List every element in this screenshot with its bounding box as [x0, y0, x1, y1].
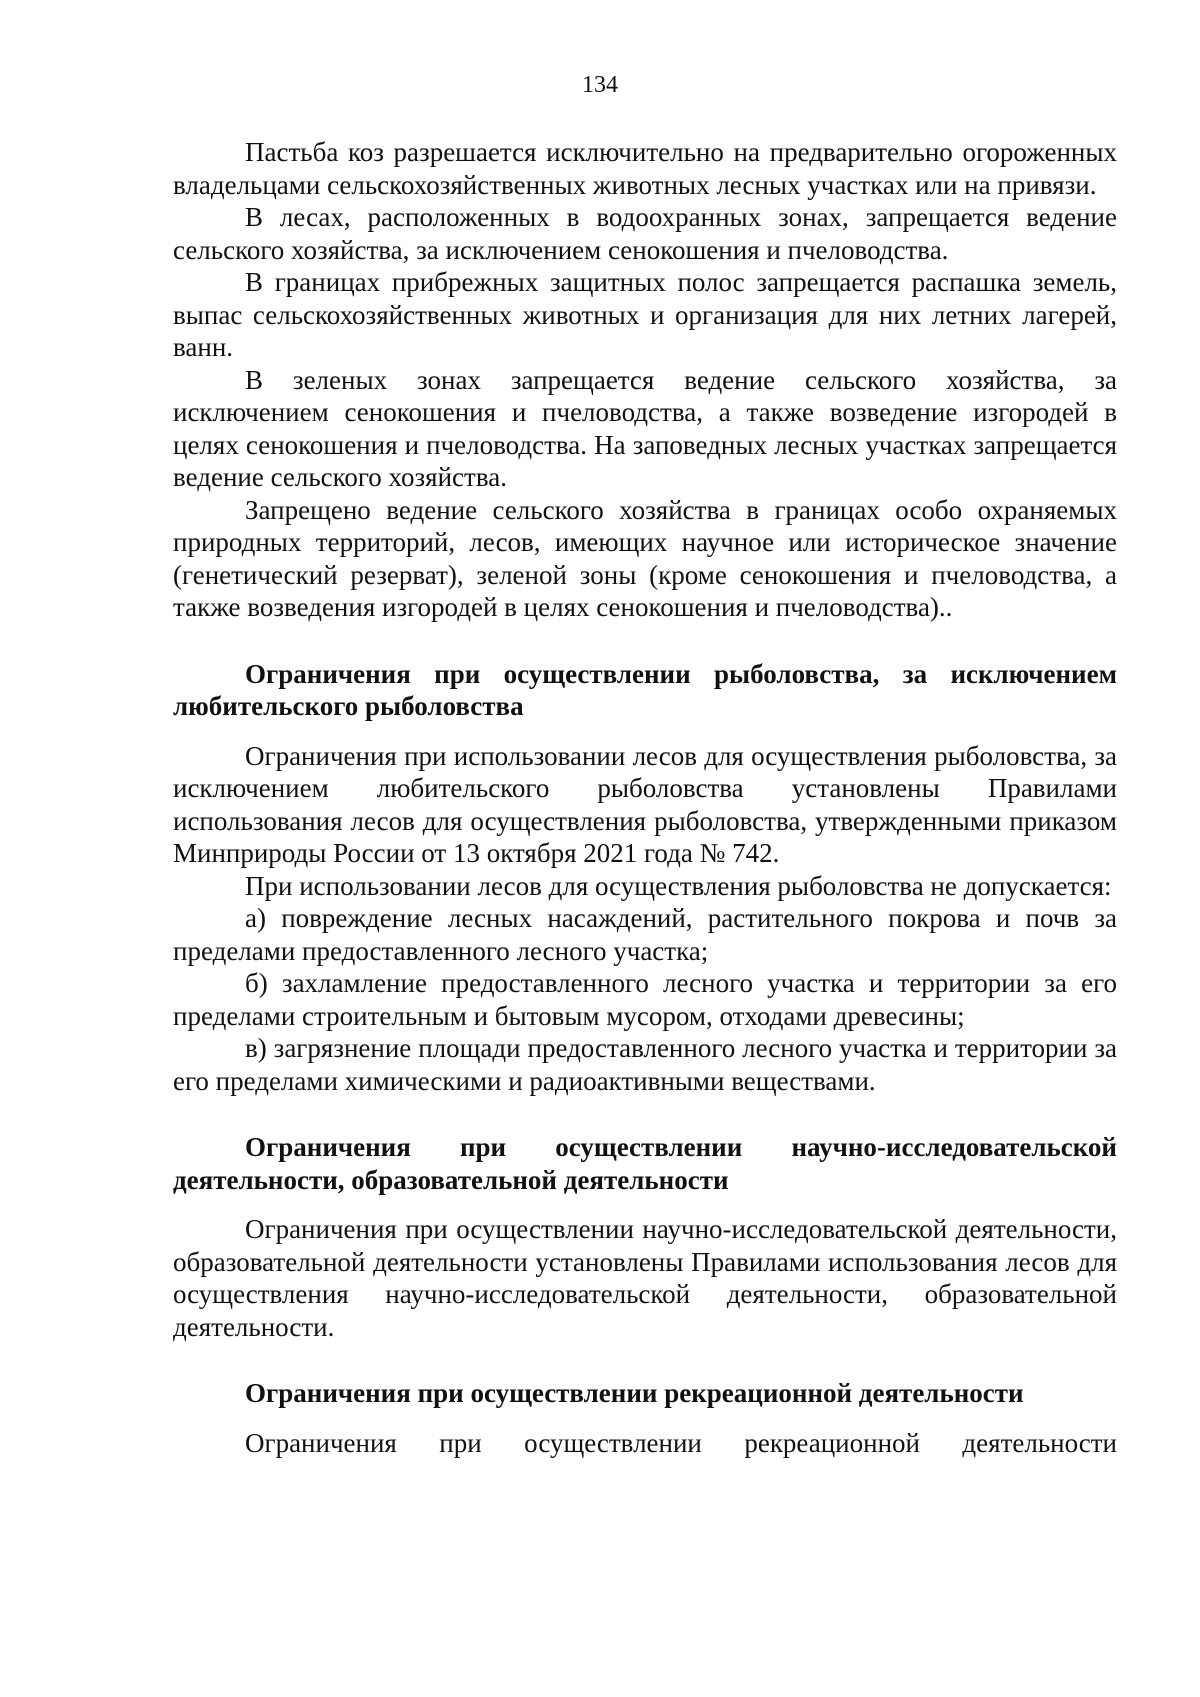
heading-recreation-restrictions: Ограничения при осуществлении рекреационной деятельности	[245, 1378, 1024, 1408]
list-item-a: а) повреждение лесных насаждений, растительного покрова и почв за пределами предоставленного лесного участка;	[173, 903, 1117, 966]
list-item-b: б) захламление предоставленного лесного участка и территории за его пределами строительным и бытовым мусором, отходами древесины;	[173, 968, 1117, 1031]
paragraph-coastal-protective-strips: В границах прибрежных защитных полос запрещается распашка земель, выпас сельскохозяйственных животных и организация для них летних лагерей, ванн.	[173, 267, 1117, 362]
paragraph-research-rules: Ограничения при осуществлении научно-исследовательской деятельности, образовательной деятельности установлены Правилами использования лесов для осуществления научно-исследовательской деятельности, образовательной деятельности.	[173, 1214, 1117, 1342]
paragraph-recreation-rules: Ограничения при осуществлении рекреационной деятельности	[245, 1427, 1117, 1458]
heading-research-restrictions: Ограничения при осуществлении научно-исследовательской деятельности, образовательной деятельности	[173, 1132, 1117, 1195]
paragraph-protected-territories: Запрещено ведение сельского хозяйства в границах особо охраняемых природных территорий, лесов, имеющих научное или историческое значение (генетический резерват), зеленой зоны (кроме сенокошения и пчеловодства, а также возведения изгородей в целях сенокошения и пчеловодства)..	[173, 494, 1117, 622]
paragraph-fishing-rules: Ограничения при использовании лесов для осуществления рыболовства, за исключением любительского рыболовства установлены Правилами использования лесов для осуществления рыболовства, утвержденными приказом Минприроды России от 13 октября 2021 года № 742.	[173, 740, 1117, 868]
page-content	[173, 136, 1117, 1459]
paragraph-fishing-not-allowed: При использовании лесов для осуществления рыболовства не допускается:	[245, 870, 1112, 901]
list-item-c: в) загрязнение площади предоставленного лесного участка и территории за его пределами химическими и радиоактивными веществами.	[173, 1033, 1117, 1096]
paragraph-green-zones: В зеленых зонах запрещается ведение сельского хозяйства, за исключением сенокошения и пчеловодства, а также возведение изгородей в целях сенокошения и пчеловодства. На заповедных лесных участках запрещается ведение сельского хозяйства.	[173, 364, 1117, 492]
page-number: 134	[582, 72, 618, 98]
paragraph-goat-grazing: Пастьба коз разрешается исключительно на предварительно огороженных владельцами сельскохозяйственных животных лесных участках или на привязи.	[173, 137, 1117, 200]
heading-fishing-restrictions: Ограничения при осуществлении рыболовства, за исключением любительского рыболовства	[173, 658, 1117, 721]
paragraph-water-protection-zones: В лесах, расположенных в водоохранных зонах, запрещается ведение сельского хозяйства, за исключением сенокошения и пчеловодства.	[173, 202, 1117, 265]
